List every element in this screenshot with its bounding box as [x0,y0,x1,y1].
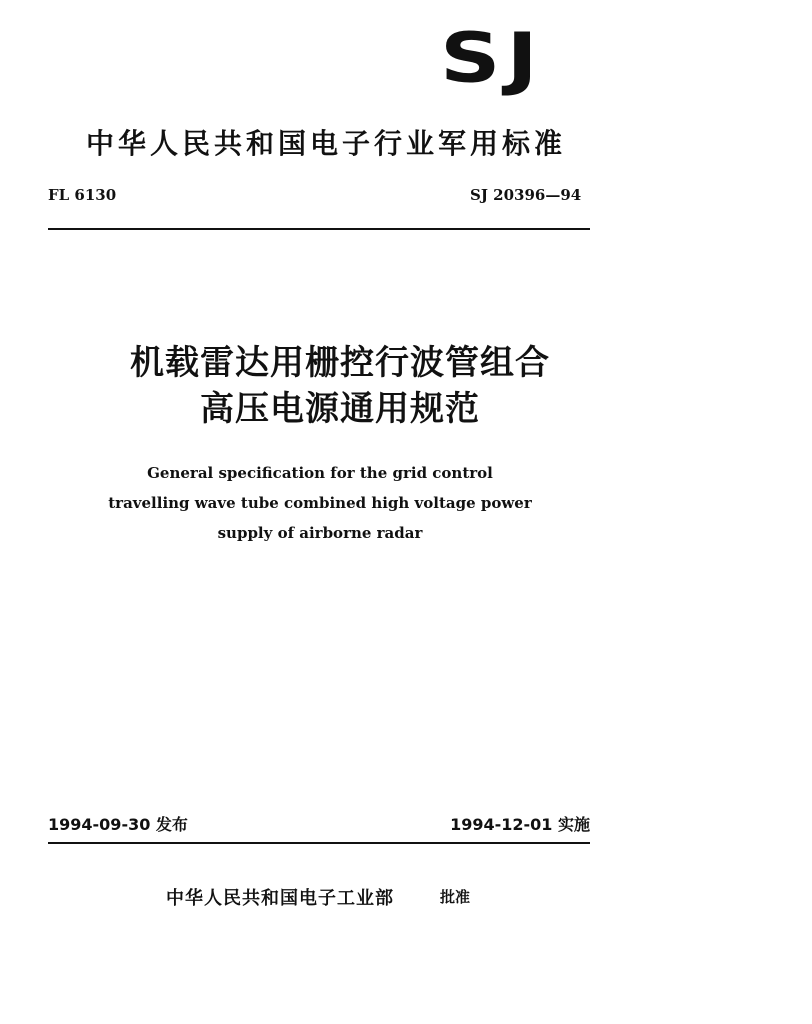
sj-logo: SJ [440,17,544,98]
english-title [80,458,560,548]
issue-date: 1994-09-30 发布 [48,815,188,834]
classification-code: FL 6130 [48,186,117,204]
chinese-title-line-2: 高压电源通用规范 [200,389,480,429]
chinese-title-line-1: 机载雷达用栅控行波管组合 [130,343,550,383]
effective-date: 1994-12-01 实施 [450,815,590,834]
english-title-line-1: General specification for the grid control [147,464,493,482]
english-title-line-3: supply of airborne radar [217,524,423,542]
org-title: 中华人民共和国电子行业军用标准 [86,127,567,160]
english-title-line-2: travelling wave tube combined high voltage power [108,494,532,512]
standard-number: SJ 20396—94 [470,186,582,204]
bottom-divider [48,842,590,844]
approval-label: 批准 [440,888,471,906]
issuing-authority: 中华人民共和国电子工业部 [166,888,394,909]
top-divider [48,228,590,230]
chinese-title [60,340,620,432]
